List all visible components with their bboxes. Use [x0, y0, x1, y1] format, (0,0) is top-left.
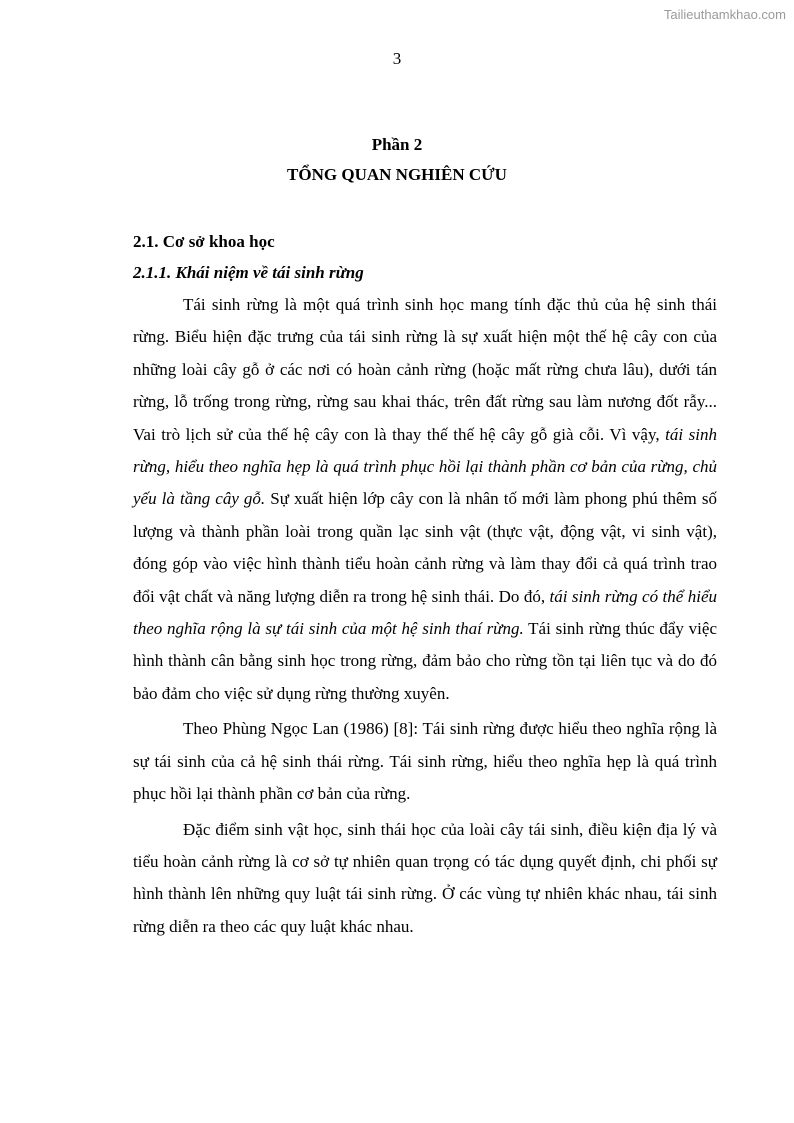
paragraph-1-italic-a: tái sinh rừng, hiểu theo nghĩa hẹp là quá trình phục hồi lại thành phần cơ bản của rừng, chủ yếu là tầng cây gỗ. [133, 424, 717, 509]
paragraph-1-text-a: Tái sinh rừng là một quá trình sinh học mang tính đặc thủ của hệ sinh thái rừng. Biểu hiện đặc trưng của tái sinh rừng là sự xuất hiện một thế hệ cây con của những loài cây gỗ ở các nơi có hoàn cảnh rừng (hoặc mất rừng chưa lâu), dưới tán rừng, lỗ trống trong rừng, rừng sau khai thác, trên đất rừng sau làm nương đốt rẫy... Vai trò lịch sử của thế hệ cây con là thay thế thế hệ cây gỗ già cỗi. Vì vậy, [133, 295, 717, 444]
watermark: Tailieuthamkhao.com [663, 7, 786, 22]
paragraph-1-text-c: Tái sinh rừng thúc đẩy việc hình thành cân bằng sinh học trong rừng, đảm bảo cho rừng tồn tại liên tục và do đó bảo đảm cho việc sử dụng rừng thường xuyên. [133, 619, 717, 703]
page-number: 3 [392, 49, 402, 68]
paragraph-3: Đặc điểm sinh vật học, sinh thái học của loài cây tái sinh, điều kiện địa lý và tiểu hoàn cảnh rừng là cơ sở tự nhiên quan trọng có tác dụng quyết định, chi phối sự hình thành lên những quy luật tái sinh rừng. Ở các vùng tự nhiên khác nhau, tái sinh rừng diễn ra theo các quy luật khác nhau. [133, 819, 717, 936]
paragraph-1-italic-b: tái sinh rừng có thể hiểu theo nghĩa rộng là sự tái sinh của một hệ sinh thaí rừng. [133, 586, 717, 639]
part-title: TỔNG QUAN NGHIÊN CỨU [287, 165, 507, 184]
part-label: Phần 2 [371, 135, 423, 154]
paragraph-2: Theo Phùng Ngọc Lan (1986) [8]: Tái sinh rừng được hiểu theo nghĩa rộng là sự tái sinh của cả hệ sinh thái rừng. Tái sinh rừng, hiểu theo nghĩa hẹp là quá trình phục hồi lại thành phần cơ bản của rừng. [133, 719, 717, 804]
section-heading: 2.1. Cơ sở khoa học [133, 232, 275, 251]
paragraph-1 [133, 289, 717, 710]
paragraph-1-text-b: Sự xuất hiện lớp cây con là nhân tố mới làm phong phú thêm số lượng và thành phần loài trong quần lạc sinh vật (thực vật, động vật, vi sinh vật), đóng góp vào việc hình thành tiểu hoàn cảnh rừng và làm thay đổi cả quá trình trao đổi vật chất và năng lượng diễn ra trong hệ sinh thái. Do đó, [133, 489, 717, 606]
body-text [133, 289, 717, 943]
subsection-heading: 2.1.1. Khái niệm về tái sinh rừng [133, 263, 364, 282]
